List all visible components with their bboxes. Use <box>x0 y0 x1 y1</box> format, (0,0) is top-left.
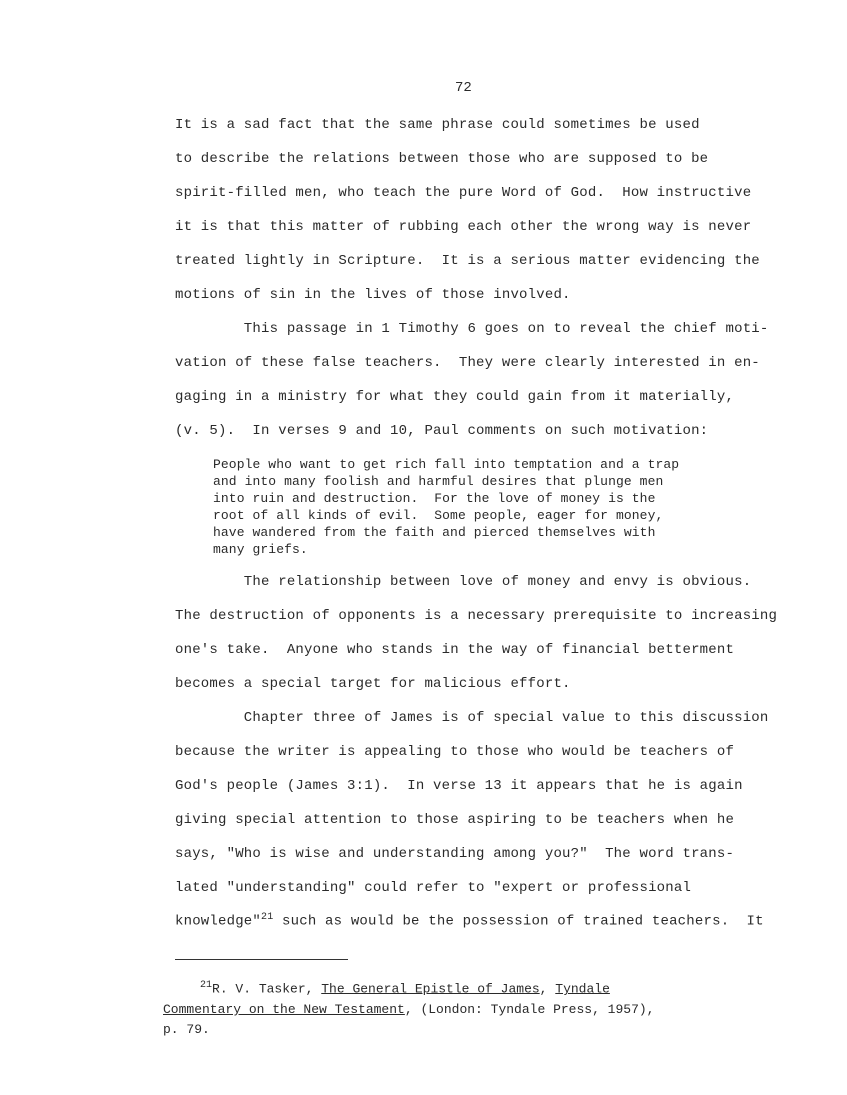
footnote-author: R. V. Tasker, <box>212 981 322 997</box>
footnote-page: p. 79. <box>163 1022 210 1037</box>
footnote-separator: , <box>539 981 556 997</box>
quote-line: have wandered from the faith and pierced themselves with <box>213 525 656 540</box>
quote-line: many griefs. <box>213 542 308 557</box>
text-fragment: knowledge" <box>175 913 262 930</box>
text-line: becomes a special target for malicious effort. <box>175 676 571 692</box>
text-line: vation of these false teachers. They were clearly interested in en- <box>175 355 760 371</box>
quote-line: root of all kinds of evil. Some people, eager for money, <box>213 508 664 523</box>
text-line: says, "Who is wise and understanding among you?" The word trans- <box>175 846 735 862</box>
text-line: giving special attention to those aspiring to be teachers when he <box>175 812 735 828</box>
text-line: treated lightly in Scripture. It is a serious matter evidencing the <box>175 253 760 269</box>
footnote-series-title: Tyndale <box>555 981 610 997</box>
text-line: because the writer is appealing to those who would be teachers of <box>175 744 735 760</box>
footnote-publisher: , (London: Tyndale Press, 1957), <box>404 1002 655 1017</box>
text-line <box>175 912 764 930</box>
footnote-number: 21 <box>200 980 213 991</box>
text-line: The relationship between love of money and envy is obvious. <box>175 574 752 590</box>
page-number: 72 <box>455 80 472 96</box>
text-line: Chapter three of James is of special value to this discussion <box>175 710 769 726</box>
footnote-series-title: Commentary on the New Testament <box>163 1002 405 1017</box>
footnote-line <box>200 980 610 996</box>
quote-line: and into many foolish and harmful desires that plunge men <box>213 474 664 489</box>
text-line: motions of sin in the lives of those involved. <box>175 287 571 303</box>
text-line: This passage in 1 Timothy 6 goes on to reveal the chief moti- <box>175 321 769 337</box>
footnote-line <box>163 1002 654 1017</box>
footnote-divider <box>175 959 348 960</box>
quote-line: into ruin and destruction. For the love of money is the <box>213 491 656 506</box>
text-line: lated "understanding" could refer to "expert or professional <box>175 880 692 896</box>
text-line: gaging in a ministry for what they could gain from it materially, <box>175 389 735 405</box>
text-line: (v. 5). In verses 9 and 10, Paul comments on such motivation: <box>175 423 709 439</box>
text-line: it is that this matter of rubbing each other the wrong way is never <box>175 219 752 235</box>
footnote-reference: 21 <box>261 912 274 923</box>
text-line: one's take. Anyone who stands in the way of financial betterment <box>175 642 735 658</box>
text-line: The destruction of opponents is a necessary prerequisite to increasing <box>175 608 778 624</box>
quote-line: People who want to get rich fall into temptation and a trap <box>213 457 680 472</box>
text-line: God's people (James 3:1). In verse 13 it appears that he is again <box>175 778 743 794</box>
text-line: to describe the relations between those who are supposed to be <box>175 151 709 167</box>
footnote-book-title: The General Epistle of James <box>321 981 540 997</box>
text-fragment: such as would be the possession of trained teachers. It <box>273 913 764 930</box>
text-line: spirit-filled men, who teach the pure Word of God. How instructive <box>175 185 752 201</box>
text-line: It is a sad fact that the same phrase could sometimes be used <box>175 117 700 133</box>
